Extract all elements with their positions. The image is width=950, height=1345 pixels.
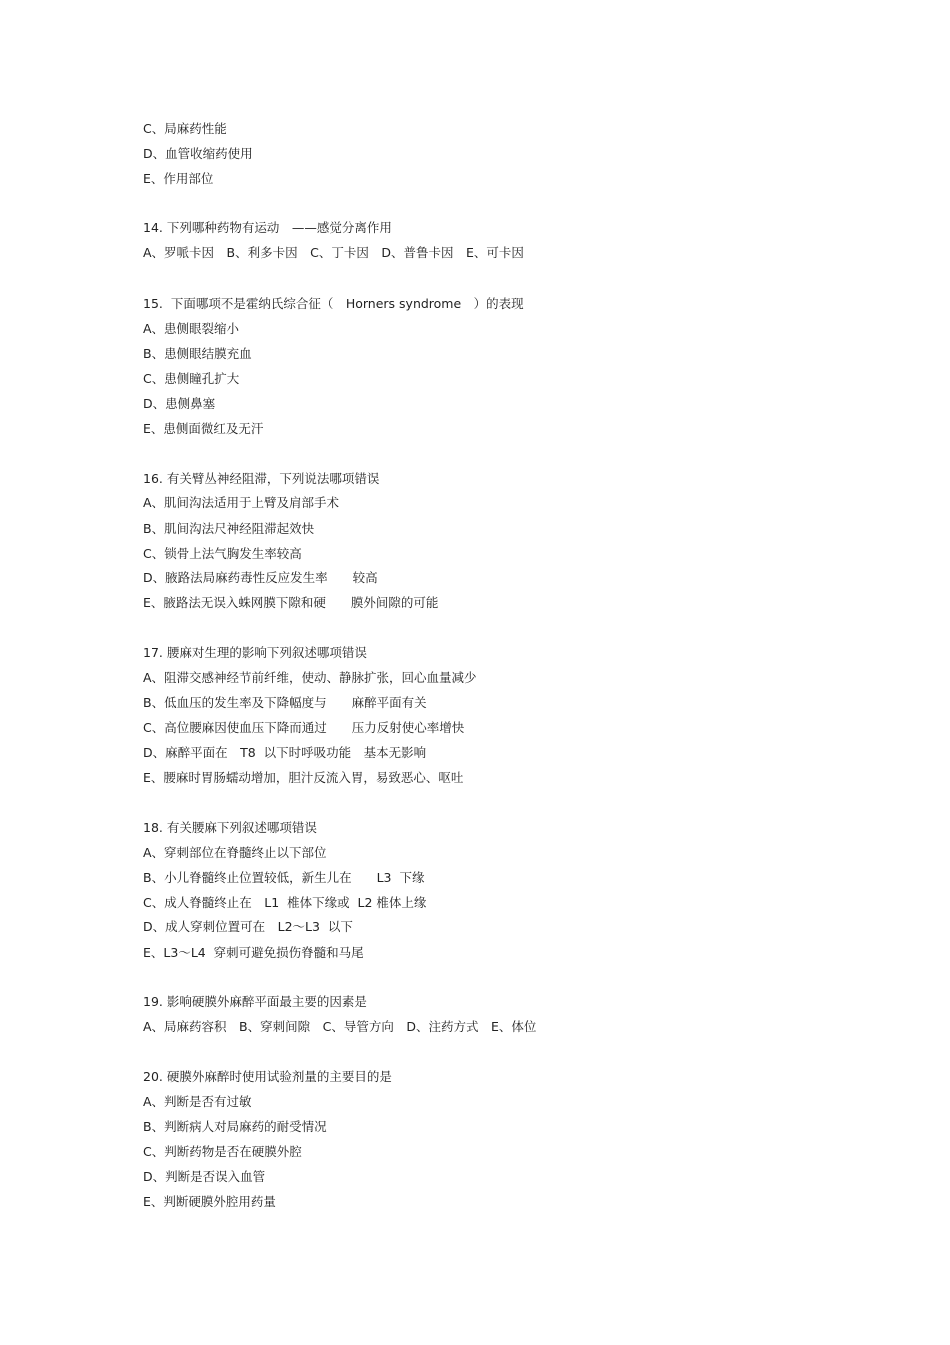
question-title: 14. 下列哪种药物有运动 ——感觉分离作用 xyxy=(143,220,392,235)
question-title: 18. 有关腰麻下列叙述哪项错误 xyxy=(143,820,317,835)
question-title: 20. 硬膜外麻醉时使用试验剂量的主要目的是 xyxy=(143,1069,392,1084)
option-line: E、L3～L4 穿刺可避免损伤脊髓和马尾 xyxy=(143,945,364,960)
option-line: D、腋路法局麻药毒性反应发生率 较高 xyxy=(143,570,378,585)
option-line: E、腋路法无误入蛛网膜下隙和硬 膜外间隙的可能 xyxy=(143,595,439,610)
text-line: E、作用部位 xyxy=(143,171,214,186)
option-line: B、肌间沟法尺神经阻滞起效快 xyxy=(143,521,315,536)
question-title: 16. 有关臂丛神经阻滞，下列说法哪项错误 xyxy=(143,471,380,486)
question-title: 19. 影响硬膜外麻醉平面最主要的因素是 xyxy=(143,994,367,1009)
option-line: C、判断药物是否在硬膜外腔 xyxy=(143,1144,302,1159)
option-line: C、高位腰麻因使血压下降而通过 压力反射使心率增快 xyxy=(143,720,465,735)
option-line: A、患侧眼裂缩小 xyxy=(143,321,240,336)
option-line: C、患侧瞳孔扩大 xyxy=(143,371,240,386)
option-line: A、肌间沟法适用于上臂及肩部手术 xyxy=(143,495,340,510)
question-title: 15. 下面哪项不是霍纳氏综合征（ Horners syndrome ）的表现 xyxy=(143,296,524,311)
option-line: C、成人脊髓终止在 L1 椎体下缘或 L2 椎体上缘 xyxy=(143,895,427,910)
option-line: A、穿刺部位在脊髓终止以下部位 xyxy=(143,845,327,860)
question-title: 17. 腰麻对生理的影响下列叙述哪项错误 xyxy=(143,645,367,660)
option-line: E、判断硬膜外腔用药量 xyxy=(143,1194,276,1209)
option-line: A、阻滞交感神经节前纤维，使动、静脉扩张，回心血量减少 xyxy=(143,670,477,685)
option-line: B、判断病人对局麻药的耐受情况 xyxy=(143,1119,327,1134)
option-line: A、罗哌卡因 B、利多卡因 C、丁卡因 D、普鲁卡因 E、可卡因 xyxy=(143,245,524,260)
option-line: B、低血压的发生率及下降幅度与 麻醉平面有关 xyxy=(143,695,427,710)
option-line: B、小儿脊髓终止位置较低，新生儿在 L3 下缘 xyxy=(143,870,425,885)
option-line: C、锁骨上法气胸发生率较高 xyxy=(143,546,302,561)
option-line: D、判断是否误入血管 xyxy=(143,1169,266,1184)
option-line: D、麻醉平面在 T8 以下时呼吸功能 基本无影响 xyxy=(143,745,427,760)
option-line: D、成人穿刺位置可在 L2～L3 以下 xyxy=(143,919,353,934)
text-line: D、血管收缩药使用 xyxy=(143,146,253,161)
option-line: B、患侧眼结膜充血 xyxy=(143,346,252,361)
option-line: E、腰麻时胃肠蠕动增加，胆汁反流入胃，易致恶心、呕吐 xyxy=(143,770,464,785)
option-line: A、局麻药容积 B、穿刺间隙 C、导管方向 D、注药方式 E、体位 xyxy=(143,1019,537,1034)
option-line: E、患侧面微红及无汗 xyxy=(143,421,264,436)
option-line: D、患侧鼻塞 xyxy=(143,396,216,411)
option-line: A、判断是否有过敏 xyxy=(143,1094,252,1109)
text-line: C、局麻药性能 xyxy=(143,121,227,136)
